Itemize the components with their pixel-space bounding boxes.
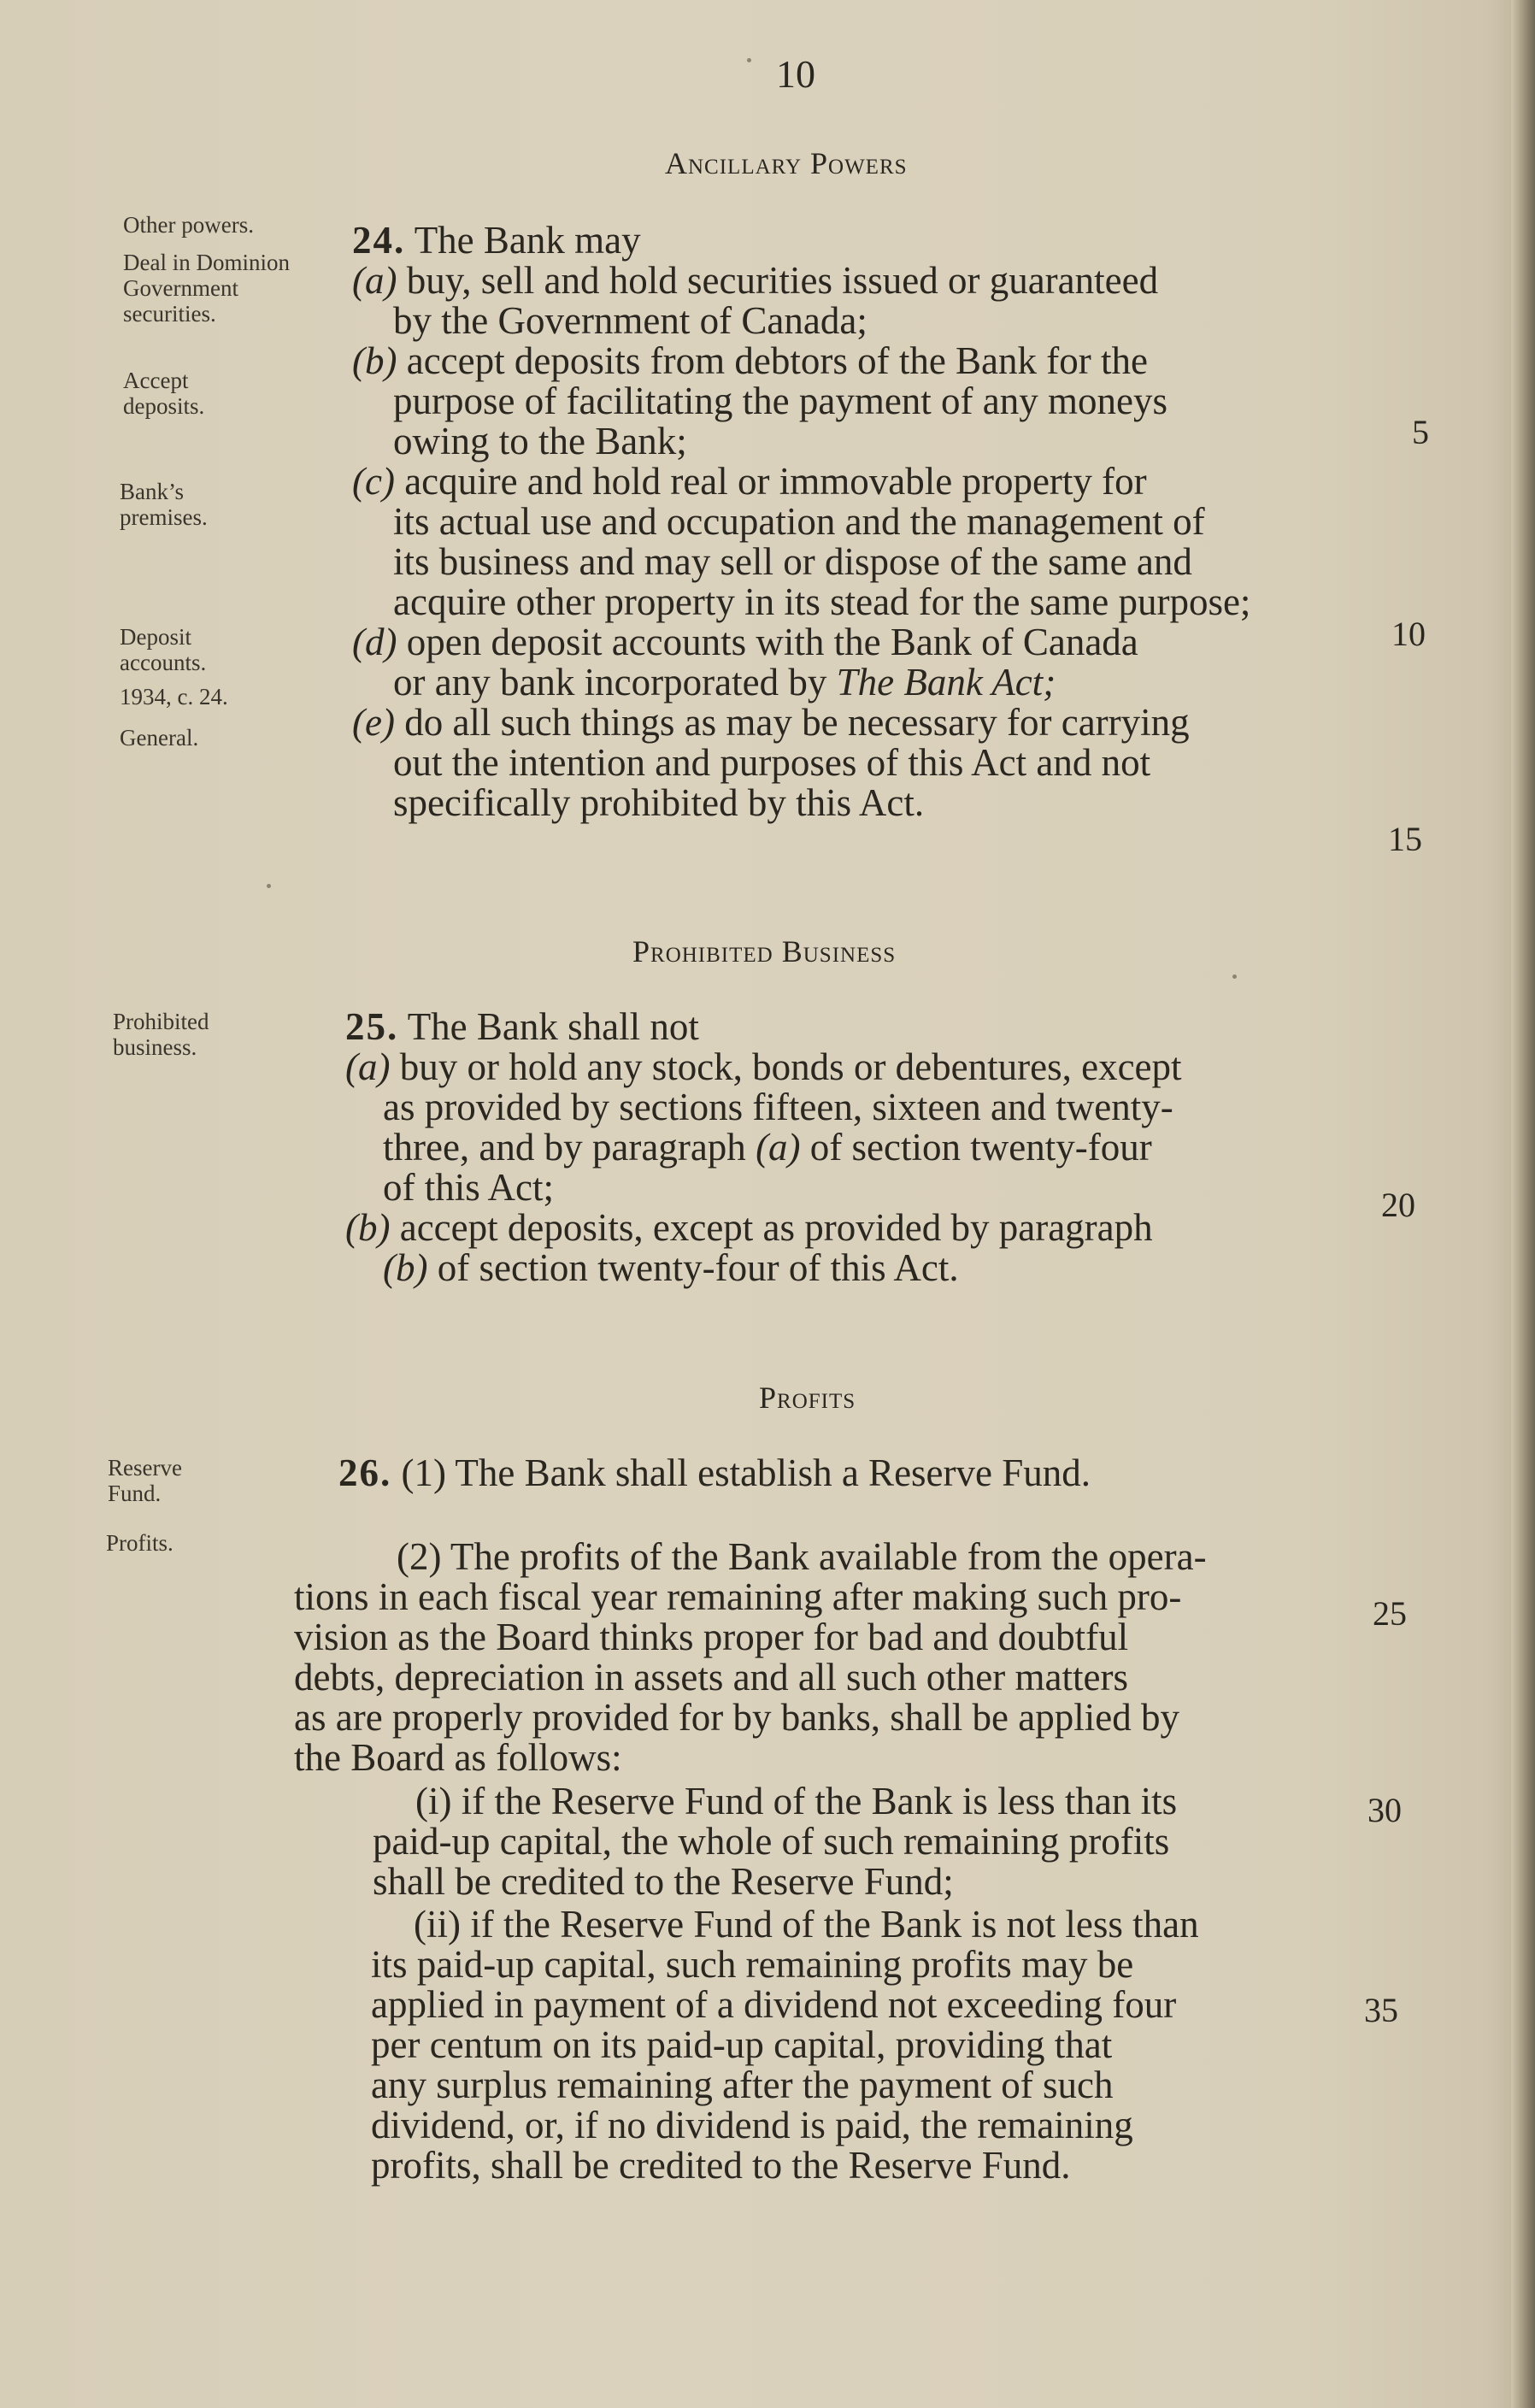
paper-speck: [267, 884, 271, 888]
para-text: open deposit accounts with the Bank of Canada: [406, 621, 1138, 663]
page-number: 10: [776, 52, 815, 96]
act-title-italic: The Bank Act;: [836, 661, 1056, 704]
section-26-sub1: [338, 1453, 1373, 1493]
heading-profits: Profits: [759, 1381, 856, 1415]
subsection-1-text: (1) The Bank shall establish a Reserve Fund.: [401, 1451, 1091, 1494]
sub2-line-1: (2) The profits of the Bank available from the opera-: [397, 1535, 1207, 1578]
paper-speck: [1232, 974, 1237, 979]
clause-i-line-2: paid-up capital, the whole of such remaining profits: [373, 1820, 1170, 1863]
inline-para-ref: (b): [383, 1246, 428, 1289]
para-letter-c: (c): [352, 460, 395, 503]
margin-note-statute-ref: 1934, c. 24.: [120, 684, 228, 709]
inline-para-ref: (a): [756, 1126, 801, 1169]
heading-ancillary-powers: Ancillary Powers: [665, 146, 908, 180]
sub2-line-6: the Board as follows:: [294, 1736, 622, 1779]
clause-i-line-3: shall be credited to the Reserve Fund;: [373, 1860, 954, 1903]
section-number: 26.: [338, 1451, 392, 1494]
sub2-line-3: vision as the Board thinks proper for bad and doubtful: [294, 1616, 1129, 1658]
section-24-intro: [352, 221, 1379, 261]
clause-ii-line-2: its paid-up capital, such remaining profits may be: [371, 1943, 1134, 1986]
section-number: 24.: [352, 219, 406, 262]
para-a-line-3: three, and by paragraph: [383, 1126, 746, 1169]
margin-note-dominion-securities: Deal in Dominion Government securities.: [123, 250, 290, 327]
section-24-body: [352, 221, 1379, 823]
para-c-line-4: acquire other property in its stead for the same purpose;: [393, 580, 1251, 623]
line-number-10: 10: [1391, 615, 1426, 653]
clause-ii-line-6: dividend, or, if no dividend is paid, the remaining: [371, 2104, 1133, 2146]
para-text: buy, sell and hold securities issued or guaranteed: [406, 259, 1159, 302]
clause-ii-line-7: profits, shall be credited to the Reserve Fund.: [371, 2144, 1071, 2187]
section-number: 25.: [345, 1005, 399, 1048]
margin-note-other-powers: Other powers.: [123, 212, 254, 238]
clause-ii-line-3: applied in payment of a dividend not exceeding four: [371, 1983, 1177, 2026]
para-b-line-3: owing to the Bank;: [393, 420, 687, 462]
para-letter-b: (b): [345, 1206, 391, 1249]
clause-ii-line-1: (ii) if the Reserve Fund of the Bank is not less than: [414, 1903, 1199, 1946]
line-number-5: 5: [1412, 413, 1429, 451]
para-text: accept deposits from debtors of the Bank for the: [406, 339, 1148, 382]
section-26-sub2: [294, 1537, 1362, 1778]
para-letter-a: (a): [352, 259, 397, 302]
intro-text: The Bank shall not: [407, 1005, 699, 1048]
para-letter-d: (d): [352, 621, 397, 663]
para-c-line-3: its business and may sell or dispose of the same and: [393, 540, 1192, 583]
para-letter-e: (e): [352, 701, 395, 744]
para-text: buy or hold any stock, bonds or debentures, except: [399, 1045, 1182, 1088]
paper-speck: [747, 58, 751, 62]
intro-text: The Bank may: [414, 219, 641, 262]
margin-note-banks-premises: Bank’s premises.: [120, 479, 208, 530]
clause-ii-line-4: per centum on its paid-up capital, providing that: [371, 2023, 1113, 2066]
para-d-line-2: or any bank incorporated by: [393, 661, 827, 704]
para-letter-a: (a): [345, 1045, 391, 1088]
para-a-line-4: of this Act;: [383, 1166, 554, 1209]
clause-i-line-1: (i) if the Reserve Fund of the Bank is less than its: [415, 1780, 1178, 1822]
margin-note-general: General.: [120, 725, 199, 751]
line-number-35: 35: [1364, 1991, 1398, 2029]
line-number-25: 25: [1373, 1594, 1407, 1633]
margin-note-profits: Profits.: [106, 1530, 173, 1556]
para-text: do all such things as may be necessary for carrying: [404, 701, 1190, 744]
margin-note-prohibited-business: Prohibited business.: [113, 1009, 209, 1060]
section-25-body: [345, 1007, 1371, 1288]
para-b-line-2: of section twenty-four of this Act.: [437, 1246, 959, 1289]
margin-note-accept-deposits: Accept deposits.: [123, 368, 205, 419]
para-a-line-3b: of section twenty-four: [809, 1126, 1152, 1169]
line-number-20: 20: [1381, 1186, 1415, 1224]
margin-note-reserve-fund: Reserve Fund.: [108, 1455, 182, 1506]
clause-ii-line-5: any surplus remaining after the payment of such: [371, 2064, 1114, 2106]
line-number-15: 15: [1388, 820, 1422, 858]
sub2-line-5: as are properly provided for by banks, shall be applied by: [294, 1696, 1179, 1739]
clause-i: [373, 1781, 1364, 1902]
para-e-line-2: out the intention and purposes of this Act and not: [393, 741, 1151, 784]
para-b-line-2: purpose of facilitating the payment of any moneys: [393, 380, 1167, 422]
book-spine-edge: [1511, 0, 1535, 2408]
line-number-30: 30: [1367, 1791, 1402, 1829]
margin-note-deposit-accounts: Deposit accounts.: [120, 624, 207, 675]
sub2-line-4: debts, depreciation in assets and all such other matters: [294, 1656, 1128, 1699]
para-a-line-2: as provided by sections fifteen, sixteen and twenty-: [383, 1086, 1173, 1128]
para-a-line-1: [352, 261, 1379, 301]
para-text: acquire and hold real or immovable property for: [404, 460, 1147, 503]
para-e-line-3: specifically prohibited by this Act.: [393, 781, 925, 824]
para-a-line-2: by the Government of Canada;: [393, 299, 867, 342]
sub2-line-2: tions in each fiscal year remaining after making such pro-: [294, 1575, 1182, 1618]
para-text: accept deposits, except as provided by paragraph: [399, 1206, 1153, 1249]
heading-prohibited-business: Prohibited Business: [632, 934, 897, 968]
clause-ii: [371, 1905, 1362, 2186]
para-letter-b: (b): [352, 339, 397, 382]
para-c-line-2: its actual use and occupation and the management of: [393, 500, 1205, 543]
